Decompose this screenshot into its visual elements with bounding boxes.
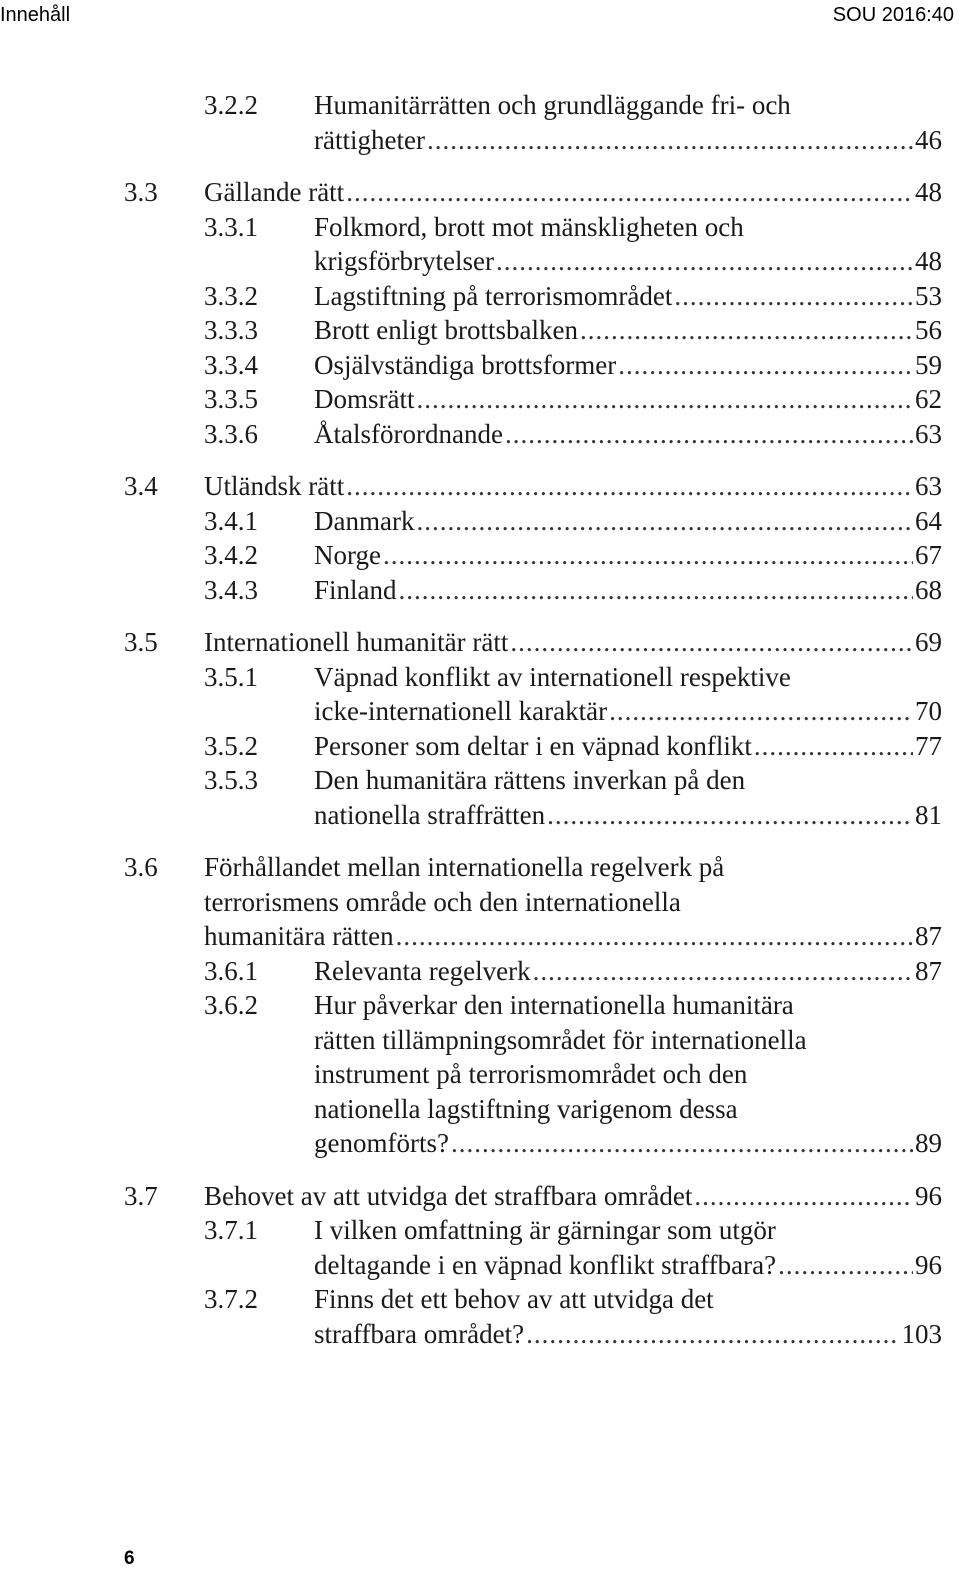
toc-entry-line xyxy=(0,1179,960,1213)
toc-entry-line xyxy=(0,1213,960,1247)
toc-section-number: 3.4.2 xyxy=(204,540,258,570)
toc-section-number: 3.3.4 xyxy=(204,349,258,380)
toc-leader-dots xyxy=(399,573,913,607)
toc-leader-dots xyxy=(754,729,913,763)
toc-section-number: 3.6.2 xyxy=(204,990,258,1020)
toc-entry-line xyxy=(0,1282,960,1316)
toc-page-number: 69 xyxy=(915,627,942,657)
toc-entry-line xyxy=(0,729,960,763)
toc-entry-line xyxy=(0,763,960,797)
toc-section-number: 3.5.1 xyxy=(204,661,258,692)
toc-leader-dots xyxy=(547,798,913,832)
toc-leader-dots xyxy=(451,1126,913,1160)
toc-title-text: nationella straffrätten xyxy=(314,799,546,830)
toc-page-number: 96 xyxy=(915,1180,942,1211)
toc-entry-line xyxy=(0,850,960,884)
toc-title-text: Norge xyxy=(314,540,381,570)
toc-page-number: 89 xyxy=(915,1128,942,1158)
toc-title-text: terrorismens område och den internationella xyxy=(204,886,681,917)
toc-title-text: Gällande rätt xyxy=(204,177,345,207)
toc-entry-line xyxy=(0,279,960,313)
toc-entry-line xyxy=(0,1126,960,1160)
toc-entry-line xyxy=(0,123,960,157)
toc-title-text: krigsförbrytelser xyxy=(314,246,494,276)
toc-title-text: Hur påverkar den internationella humanitära xyxy=(314,990,794,1020)
toc-title-text: straffbara området? xyxy=(314,1318,525,1349)
toc-title-text: Den humanitära rättens inverkan på den xyxy=(314,765,746,795)
toc-section-number: 3.3.6 xyxy=(204,418,258,449)
toc-leader-dots xyxy=(526,1317,899,1351)
toc-title-text: icke-internationell karaktär xyxy=(314,696,608,726)
toc-entry-line xyxy=(0,988,960,1022)
toc-leader-dots xyxy=(396,919,913,953)
toc-entry-line xyxy=(0,244,960,278)
toc-title-text: Folkmord, brott mot mänskligheten och xyxy=(314,211,744,242)
toc-title-text: Väpnad konflikt av internationell respektive xyxy=(314,661,791,692)
toc-entry-line xyxy=(0,417,960,451)
toc-title-text: instrument på terrorismområdet och den xyxy=(314,1059,748,1089)
toc-entry-line xyxy=(0,954,960,988)
toc-entry-line xyxy=(0,625,960,659)
toc-entry-line xyxy=(0,660,960,694)
toc-entry-line xyxy=(0,885,960,919)
toc-page-number: 62 xyxy=(915,384,942,414)
toc-entry-line xyxy=(0,348,960,382)
toc-title-text: Humanitärrätten och grundläggande fri- och xyxy=(314,90,791,120)
toc-section-number: 3.3.3 xyxy=(204,315,258,345)
toc-section-number: 3.4 xyxy=(124,471,158,501)
toc-title-text: Åtalsförordnande xyxy=(314,418,503,449)
running-header-report-id: SOU 2016:40 xyxy=(832,4,954,26)
toc-entry-line xyxy=(0,313,960,347)
toc-entry-line xyxy=(0,1092,960,1126)
running-header-section: Innehåll xyxy=(0,4,71,26)
toc-entry-line xyxy=(0,88,960,122)
page-number: 6 xyxy=(124,1548,135,1569)
toc-leader-dots xyxy=(510,625,913,659)
toc-leader-dots xyxy=(417,382,914,416)
toc-title-text: Brott enligt brottsbalken xyxy=(314,315,578,345)
toc-leader-dots xyxy=(533,954,913,988)
toc-section-number: 3.3.2 xyxy=(204,280,258,311)
toc-title-text: Utländsk rätt xyxy=(204,471,345,501)
toc-entry-line xyxy=(0,210,960,244)
toc-page-number: 70 xyxy=(915,696,942,726)
toc-entry-line xyxy=(0,1317,960,1351)
toc-section-number: 3.4.3 xyxy=(204,574,258,605)
toc-leader-dots xyxy=(427,123,913,157)
toc-section-number: 3.5.2 xyxy=(204,730,258,761)
toc-section-number: 3.7.2 xyxy=(204,1284,258,1314)
toc-page-number: 67 xyxy=(915,540,942,570)
toc-entry-line xyxy=(0,1057,960,1091)
toc-page-number: 81 xyxy=(915,799,942,830)
toc-title-text: humanitära rätten xyxy=(204,921,394,951)
toc-entry-line xyxy=(0,504,960,538)
toc-section-number: 3.6 xyxy=(124,852,158,882)
toc-title-text: Finland xyxy=(314,574,397,605)
toc-section-number: 3.3.5 xyxy=(204,384,258,414)
toc-leader-dots xyxy=(383,538,913,572)
toc-title-text: Lagstiftning på terrorismområdet xyxy=(314,280,673,311)
toc-page-number: 64 xyxy=(915,505,942,536)
toc-title-text: Förhållandet mellan internationella regelverk på xyxy=(204,852,725,882)
toc-title-text: deltagande i en väpnad konflikt straffbara? xyxy=(314,1249,777,1280)
toc-title-text: Danmark xyxy=(314,505,415,536)
toc-leader-dots xyxy=(416,504,913,538)
toc-title-text: Relevanta regelverk xyxy=(314,955,531,986)
toc-page-number: 63 xyxy=(915,418,942,449)
toc-entry-line xyxy=(0,1248,960,1282)
toc-entry-line xyxy=(0,798,960,832)
toc-section-number: 3.5 xyxy=(124,627,158,657)
toc-entry-line xyxy=(0,694,960,728)
toc-section-number: 3.7.1 xyxy=(204,1215,258,1245)
toc-title-text: Personer som deltar i en väpnad konflikt xyxy=(314,730,752,761)
toc-page-number: 63 xyxy=(915,471,942,501)
toc-page-number: 48 xyxy=(915,177,942,207)
toc-leader-dots xyxy=(618,348,913,382)
toc-entry-line xyxy=(0,469,960,503)
toc-leader-dots xyxy=(694,1179,913,1213)
toc-entry-line xyxy=(0,919,960,953)
toc-leader-dots xyxy=(674,279,913,313)
toc-entry-line xyxy=(0,1023,960,1057)
toc-entry-line xyxy=(0,573,960,607)
toc-leader-dots xyxy=(346,175,913,209)
toc-section-number: 3.5.3 xyxy=(204,765,258,795)
toc-page-number: 68 xyxy=(915,574,942,605)
toc-section-number: 3.4.1 xyxy=(204,505,258,536)
toc-page-number: 46 xyxy=(915,124,942,155)
toc-leader-dots xyxy=(505,417,913,451)
toc-page-number: 87 xyxy=(915,955,942,986)
toc-leader-dots xyxy=(496,244,913,278)
toc-page-number: 53 xyxy=(915,280,942,311)
toc-page-number: 77 xyxy=(915,730,942,761)
toc-page-number: 96 xyxy=(915,1249,942,1280)
toc-section-number: 3.2.2 xyxy=(204,90,258,120)
toc-page-number: 87 xyxy=(915,921,942,951)
toc-title-text: rätten tillämpningsområdet för internationella xyxy=(314,1024,807,1055)
toc-title-text: I vilken omfattning är gärningar som utgör xyxy=(314,1215,776,1245)
toc-title-text: Finns det ett behov av att utvidga det xyxy=(314,1284,714,1314)
toc-section-number: 3.3.1 xyxy=(204,211,258,242)
toc-section-number: 3.3 xyxy=(124,177,158,207)
toc-page-number: 59 xyxy=(915,349,942,380)
toc-title-text: Internationell humanitär rätt xyxy=(204,627,509,657)
toc-leader-dots xyxy=(580,313,913,347)
toc-entry-line xyxy=(0,538,960,572)
toc-entry-line xyxy=(0,175,960,209)
toc-entry-line xyxy=(0,382,960,416)
toc-title-text: Behovet av att utvidga det straffbara området xyxy=(204,1180,693,1211)
toc-page-number: 48 xyxy=(915,246,942,276)
toc-leader-dots xyxy=(346,469,913,503)
toc-title-text: Domsrätt xyxy=(314,384,415,414)
toc-title-text: rättigheter xyxy=(314,124,425,155)
toc-page-number: 56 xyxy=(915,315,942,345)
toc-section-number: 3.7 xyxy=(124,1180,158,1211)
toc-title-text: genomförts? xyxy=(314,1128,449,1158)
toc-section-number: 3.6.1 xyxy=(204,955,258,986)
toc-leader-dots xyxy=(609,694,913,728)
toc-title-text: nationella lagstiftning varigenom dessa xyxy=(314,1093,738,1124)
toc-title-text: Osjälvständiga brottsformer xyxy=(314,349,617,380)
toc-leader-dots xyxy=(778,1248,913,1282)
toc-page-number: 103 xyxy=(901,1318,942,1349)
